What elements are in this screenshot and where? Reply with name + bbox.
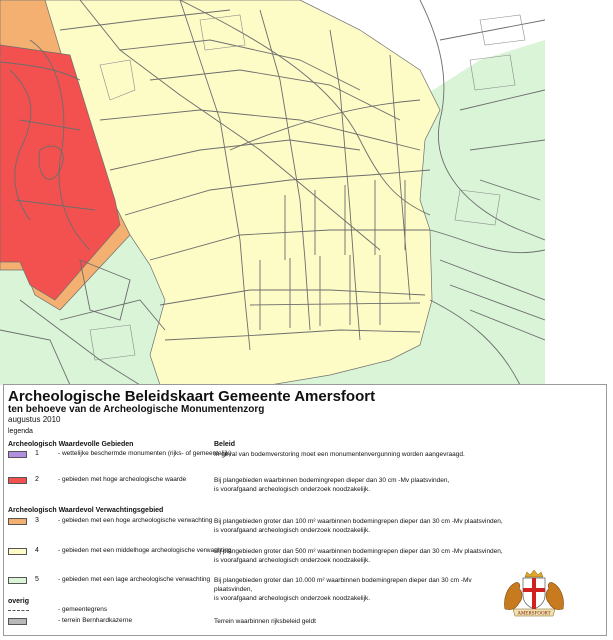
section-valuable-heading: Archeologisch Waardevolle Gebieden bbox=[8, 441, 134, 448]
legend-other-policy-2: Terrein waarbinnen rijksbeleid geldt bbox=[214, 618, 316, 625]
legend-category-3: - gebieden met een hoge archeologische verwachting bbox=[58, 517, 213, 524]
legend-row-4 bbox=[8, 548, 606, 570]
legend-category-4: - gebieden met een middelhoge archeologische verwachting bbox=[58, 547, 232, 554]
legend-policy-4 bbox=[214, 547, 504, 565]
legend-category-1: - wettelijke beschermde monumenten (rijks- of gemeentelijk) bbox=[58, 450, 232, 457]
section-policy-heading: Beleid bbox=[214, 441, 236, 448]
legend-number-4: 4 bbox=[35, 547, 39, 554]
map-date: augustus 2010 bbox=[8, 415, 61, 424]
map-subtitle: ten behoeve van de Archeologische Monumentenzorg bbox=[8, 404, 265, 415]
amersfoort-coat-of-arms-logo bbox=[501, 569, 567, 617]
legend-category-2: - gebieden met hoge archeologische waarde bbox=[58, 476, 187, 483]
legend-other-label-1: - gemeentegrens bbox=[58, 606, 108, 613]
section-other-heading: overig bbox=[8, 598, 30, 605]
policy-line: Bij plangebieden waarbinnen bodemingrepen dieper dan 30 cm -Mv plaatsvinden, bbox=[214, 477, 450, 484]
legend-other-label-2: - terrein Bernhardkazerne bbox=[58, 617, 133, 624]
legend-number-2: 2 bbox=[35, 476, 39, 483]
policy-line: is voorafgaand archeologisch onderzoek noodzakelijk. bbox=[214, 527, 371, 534]
legend-swatch-bernhardkazerne bbox=[8, 618, 27, 625]
legend-policy-2 bbox=[214, 476, 504, 494]
policy-line: is voorafgaand archeologisch onderzoek noodzakelijk. bbox=[214, 557, 371, 564]
policy-line: is voorafgaand archeologisch onderzoek noodzakelijk. bbox=[214, 486, 371, 493]
logo-motto: AMERSFOORT bbox=[517, 611, 551, 617]
lion-left-icon bbox=[504, 582, 522, 609]
shield-icon bbox=[523, 578, 545, 609]
policy-line: Bij plangebieden groter dan 100 m² waarbinnen bodemingrepen dieper dan 30 cm -Mv plaatsvinden, bbox=[214, 518, 503, 525]
legend-swatch-1 bbox=[8, 451, 27, 458]
legend-swatch-2 bbox=[8, 477, 27, 484]
legend-row-2 bbox=[8, 477, 606, 499]
legend-number-5: 5 bbox=[35, 576, 39, 583]
legend-swatch-4 bbox=[8, 548, 27, 555]
legend-number-1: 1 bbox=[35, 450, 39, 457]
legend-panel bbox=[3, 384, 607, 636]
policy-line: Bij plangebieden groter dan 500 m² waarbinnen bodemingrepen dieper dan 30 cm -Mv plaatsvinden, bbox=[214, 548, 503, 555]
legend-policy-1 bbox=[214, 450, 504, 459]
policy-line: is voorafgaand archeologisch onderzoek noodzakelijk. bbox=[214, 595, 371, 602]
municipal-boundary-line bbox=[8, 610, 29, 611]
policy-line: Bij plangebieden groter dan 10.000 m² waarbinnen bodemingrepen dieper dan 30 cm -Mv plaatsvinden, bbox=[214, 577, 472, 593]
section-expectation-heading: Archeologisch Waardevol Verwachtingsgebied bbox=[8, 507, 164, 514]
legend-swatch-5 bbox=[8, 577, 27, 584]
legend-policy-3 bbox=[214, 517, 504, 535]
map-title: Archeologische Beleidskaart Gemeente Amersfoort bbox=[8, 388, 376, 405]
legend-row-bernhardkazerne bbox=[8, 618, 606, 640]
legend-row-3 bbox=[8, 518, 606, 540]
policy-line: In geval van bodemverstoring moet een monumentenvergunning worden aangevraagd. bbox=[214, 451, 465, 458]
legend-row-1 bbox=[8, 451, 606, 473]
legend-swatch-3 bbox=[8, 518, 27, 525]
legend-label: legenda bbox=[8, 428, 33, 435]
lion-right-icon bbox=[546, 582, 564, 609]
legend-policy-5 bbox=[214, 576, 504, 603]
crown-icon bbox=[525, 570, 543, 577]
legend-category-5: - gebieden met een lage archeologische verwachting bbox=[58, 576, 211, 583]
legend-number-3: 3 bbox=[35, 517, 39, 524]
